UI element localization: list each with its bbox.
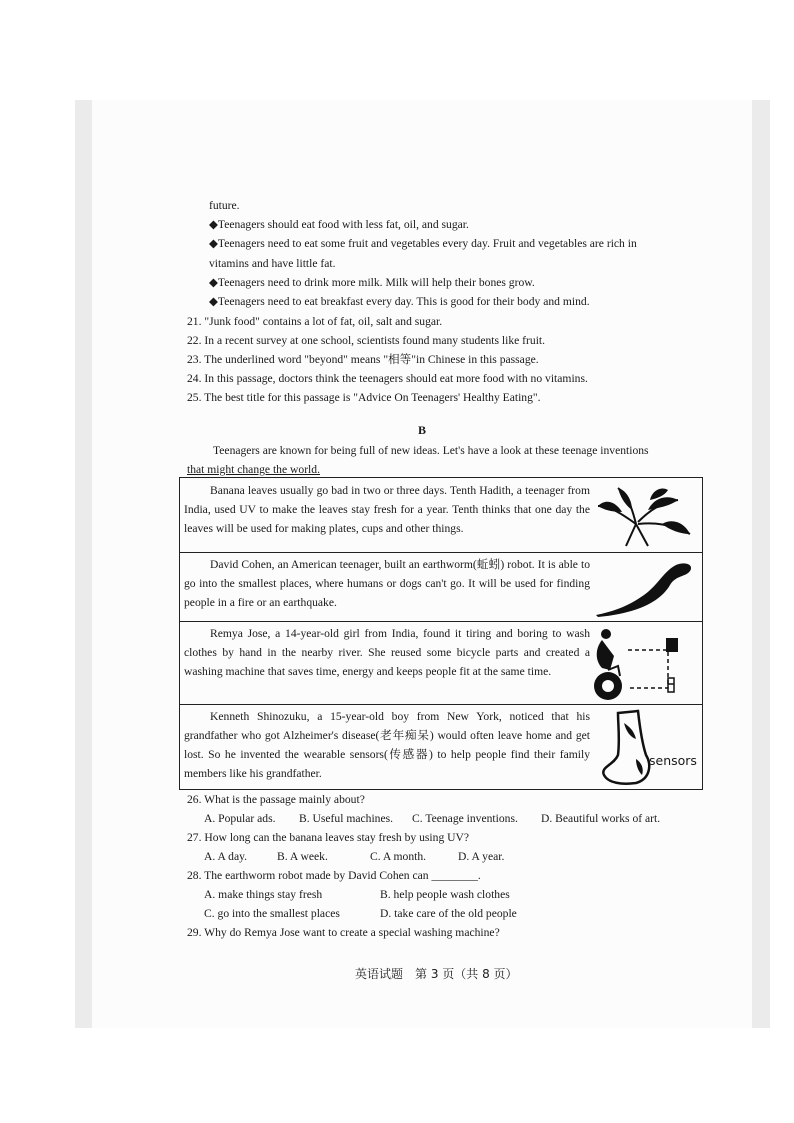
q28-option-a: A. make things stay fresh bbox=[204, 888, 323, 901]
question-26: 26. What is the passage mainly about? bbox=[187, 793, 365, 806]
q27-option-b: B. A week. bbox=[277, 850, 328, 863]
banana-leaves-icon bbox=[592, 484, 698, 548]
question-24: 24. In this passage, doctors think the teenagers should eat more food with no vitamins. bbox=[187, 372, 588, 385]
sensor-sock-icon bbox=[596, 709, 700, 787]
q28-option-d: D. take care of the old people bbox=[380, 907, 517, 920]
invention-text-sensors: Kenneth Shinozuku, a 15-year-old boy from New York, noticed that his grandfather who got Alzheimer's disease(老年痴呆) would often leave home and get lost. So he invented the wearable sensors(传感器) to help people find their family members like his grandfather. bbox=[184, 710, 590, 780]
q26-option-b: B. Useful machines. bbox=[299, 812, 394, 825]
invention-box-washing-machine bbox=[179, 621, 703, 705]
question-28: 28. The earthworm robot made by David Cohen can ________. bbox=[187, 869, 481, 882]
invention-text-washing-machine: Remya Jose, a 14-year-old girl from India, found it tiring and boring to wash clothes by hand in the nearby river. She reused some bicycle parts and created a washing machine that saves time, energy and keeps people fit at the same time. bbox=[184, 627, 590, 678]
invention-box-sensors bbox=[179, 704, 703, 790]
q26-option-a: A. Popular ads. bbox=[204, 812, 276, 825]
question-29: 29. Why do Remya Jose want to create a special washing machine? bbox=[187, 926, 500, 939]
section-label: B bbox=[418, 423, 427, 437]
q27-option-d: D. A year. bbox=[458, 850, 505, 863]
tip-fruit-vegetables-cont: vitamins and have little fat. bbox=[209, 257, 336, 270]
invention-box-earthworm bbox=[179, 552, 703, 622]
question-27: 27. How long can the banana leaves stay fresh by using UV? bbox=[187, 831, 470, 844]
invention-box-banana bbox=[179, 477, 703, 553]
question-25: 25. The best title for this passage is "Advice On Teenagers' Healthy Eating". bbox=[187, 391, 541, 404]
passage-b-intro-cont: that might change the world. bbox=[187, 463, 320, 476]
question-21: 21. "Junk food" contains a lot of fat, oil, salt and sugar. bbox=[187, 315, 443, 328]
q26-option-d: D. Beautiful works of art. bbox=[541, 812, 661, 825]
bicycle-washing-machine-icon bbox=[588, 626, 700, 702]
q26-option-c: C. Teenage inventions. bbox=[412, 812, 518, 825]
passage-b-intro: Teenagers are known for being full of new ideas. Let's have a look at these teenage inventions bbox=[213, 444, 649, 457]
q28-option-c: C. go into the smallest places bbox=[204, 907, 340, 920]
invention-text-earthworm: David Cohen, an American teenager, built an earthworm(蚯蚓) robot. It is able to go into the smallest places, where humans or dogs can't go. It will be used for finding people in a fire or an earthquake. bbox=[184, 558, 590, 609]
page-footer: 英语试题 第 3 页（共 8 页） bbox=[355, 967, 518, 981]
tip-breakfast: ◆Teenagers need to eat breakfast every day. This is good for their body and mind. bbox=[209, 295, 590, 308]
earthworm-robot-icon bbox=[590, 557, 700, 619]
invention-text-banana: Banana leaves usually go bad in two or three days. Tenth Hadith, a teenager from India, used UV to make the leaves stay fresh for a year. Tenth thinks that one day the leaves will be used for making plates, cups and other things. bbox=[184, 484, 590, 535]
question-22: 22. In a recent survey at one school, scientists found many students like fruit. bbox=[187, 334, 546, 347]
sensors-label: sensors bbox=[649, 753, 697, 768]
q27-option-a: A. A day. bbox=[204, 850, 248, 863]
question-23: 23. The underlined word "beyond" means "相等"in Chinese in this passage. bbox=[187, 353, 539, 366]
tip-milk: ◆Teenagers need to drink more milk. Milk will help their bones grow. bbox=[209, 276, 535, 289]
q27-option-c: C. A month. bbox=[370, 850, 427, 863]
q28-option-b: B. help people wash clothes bbox=[380, 888, 510, 901]
tip-fruit-vegetables: ◆Teenagers need to eat some fruit and vegetables every day. Fruit and vegetables are rich in bbox=[209, 237, 637, 250]
passage-a-continuation: future. bbox=[209, 199, 240, 212]
tip-less-fat: ◆Teenagers should eat food with less fat, oil, and sugar. bbox=[209, 218, 469, 231]
